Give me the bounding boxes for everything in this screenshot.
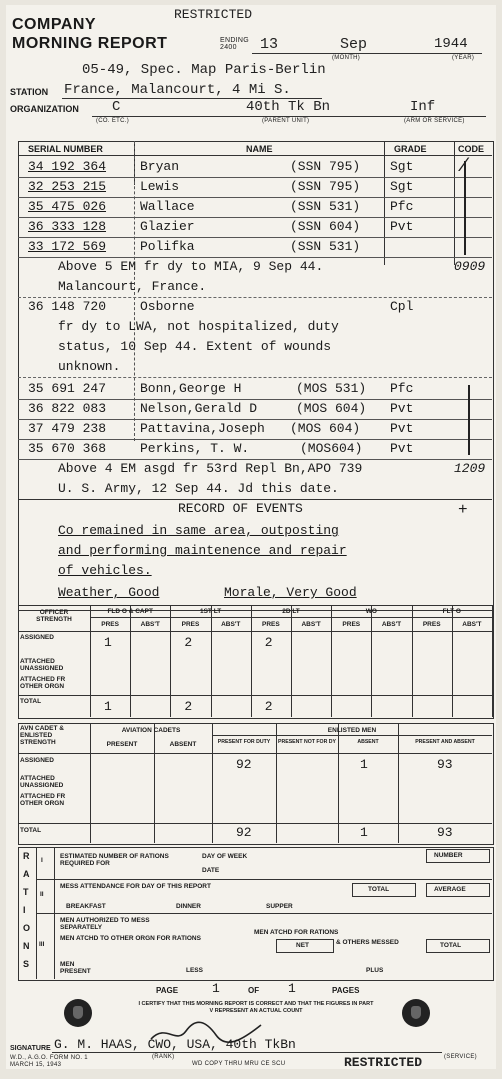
grade-cell: Pvt bbox=[390, 421, 414, 436]
army-seal-left bbox=[64, 999, 92, 1027]
serial-number: 37 479 238 bbox=[28, 421, 107, 436]
org-arm: Inf bbox=[410, 99, 436, 115]
table-row bbox=[18, 197, 492, 218]
col-grade: GRADE bbox=[394, 144, 427, 154]
enlisted-col-header: PRESENT bbox=[106, 741, 138, 748]
officer-sub-header: PRES bbox=[101, 621, 119, 628]
code-check-mark: / bbox=[458, 157, 469, 177]
rations-total-label: TOTAL bbox=[440, 942, 462, 949]
officer-row-label: ATTACHED UNASSIGNED bbox=[20, 658, 64, 672]
officer-sub-header: ABS'T bbox=[462, 621, 482, 628]
remark-2-line-2: U. S. Army, 12 Sep 44. Jd this date. bbox=[58, 481, 339, 496]
report-year: 1944 bbox=[434, 36, 468, 52]
serial-number: 35 670 368 bbox=[28, 441, 107, 456]
grade-cell: Sgt bbox=[390, 179, 414, 194]
bottom-restricted-stamp: RESTRICTED bbox=[344, 1055, 423, 1070]
mos-cell: (MOS 531) bbox=[296, 381, 367, 396]
serial-number: 32 253 215 bbox=[28, 179, 107, 194]
name-cell: Glazier bbox=[140, 219, 195, 234]
officer-sub-header: ABS'T bbox=[140, 621, 160, 628]
officer-sub-header: PRES bbox=[262, 621, 280, 628]
col-serial-number: SERIAL NUMBER bbox=[28, 144, 103, 154]
signature-typed: G. M. HAAS, CWO, USA, 40th TkBn bbox=[54, 1037, 296, 1052]
code-bracket-mark bbox=[468, 385, 480, 455]
osborne-line-3: unknown. bbox=[58, 359, 121, 374]
page-total: 1 bbox=[288, 981, 296, 996]
serial-number: 35 475 026 bbox=[28, 199, 107, 214]
rations-side-letter: S bbox=[23, 959, 30, 969]
mos-cell: (MOS 604) bbox=[296, 401, 367, 416]
grade-cell: Pfc bbox=[390, 381, 414, 396]
events-mark: + bbox=[458, 501, 468, 519]
rations-side-letter: O bbox=[23, 923, 31, 933]
army-seal-right bbox=[402, 999, 430, 1027]
meal-dinner: DINNER bbox=[176, 903, 201, 910]
month-caption: (MONTH) bbox=[332, 55, 361, 61]
meal-supper: SUPPER bbox=[266, 903, 293, 910]
officer-sub-header: ABS'T bbox=[221, 621, 241, 628]
ration-roman-3: III bbox=[39, 941, 45, 948]
enlisted-row-label: ASSIGNED bbox=[20, 757, 54, 764]
ssn-cell: (SSN 604) bbox=[290, 219, 361, 234]
officer-row-label: TOTAL bbox=[20, 698, 42, 705]
officer-group-header: WO bbox=[365, 608, 377, 615]
col-name: NAME bbox=[246, 144, 273, 154]
grid-line bbox=[90, 617, 492, 618]
enlisted-assigned-value: 93 bbox=[437, 757, 453, 772]
org-caption-parent: (PARENT UNIT) bbox=[262, 118, 310, 124]
table-row bbox=[18, 177, 492, 198]
page-number: 1 bbox=[212, 981, 220, 996]
enlisted-col-header: ABSENT bbox=[357, 739, 379, 745]
weather: Weather, Good bbox=[58, 585, 160, 600]
ssn-cell: (SSN 531) bbox=[290, 199, 361, 214]
name-cell: Bonn,George H bbox=[140, 381, 242, 396]
org-company: C bbox=[112, 99, 121, 115]
service-caption: (SERVICE) bbox=[444, 1054, 477, 1060]
rations-side-letter: A bbox=[23, 869, 30, 879]
events-line-2: and performing maintenence and repair bbox=[58, 543, 347, 558]
officer-assigned-value: 2 bbox=[264, 635, 273, 650]
meal-breakfast: BREAKFAST bbox=[66, 903, 106, 910]
officer-total-value: 1 bbox=[104, 699, 112, 714]
enlisted-men-header: ENLISTED MEN bbox=[327, 727, 377, 734]
men-authorized-label: MEN AUTHORIZED TO MESS SEPARATELY bbox=[60, 917, 150, 931]
remark-2-line-1: Above 4 EM asgd fr 53rd Repl Bn,APO 739 bbox=[58, 461, 363, 476]
table-row bbox=[18, 399, 492, 420]
name-cell: Lewis bbox=[140, 179, 180, 194]
serial-number: 33 172 569 bbox=[28, 239, 107, 254]
grade-cell: Pvt bbox=[390, 441, 414, 456]
serial-number: 36 822 083 bbox=[28, 401, 107, 416]
officer-total-value: 2 bbox=[184, 699, 193, 714]
grid-line bbox=[18, 753, 492, 754]
serial-number: 34 192 364 bbox=[28, 159, 107, 174]
rations-side-letter: N bbox=[23, 941, 30, 951]
table-row bbox=[18, 237, 492, 258]
officer-sub-header: ABS'T bbox=[381, 621, 402, 628]
table-row bbox=[18, 439, 492, 460]
serial-number: 35 691 247 bbox=[28, 381, 107, 396]
enlisted-row-label: ATTACHED UNASSIGNED bbox=[20, 775, 64, 789]
officer-strength-label: OFFICER STRENGTH bbox=[36, 609, 72, 623]
report-subtitle: 05-49, Spec. Map Paris-Berlin bbox=[82, 62, 326, 78]
rations-side-letter: T bbox=[23, 887, 29, 897]
top-restricted-stamp: RESTRICTED bbox=[174, 7, 253, 22]
report-month: Sep bbox=[340, 36, 368, 53]
remark-2-code: 1209 bbox=[454, 461, 486, 476]
name-cell: Osborne bbox=[140, 299, 195, 314]
officer-sub-header: PRES bbox=[342, 621, 361, 628]
number-label: NUMBER bbox=[434, 852, 463, 859]
officer-total-value: 2 bbox=[264, 699, 273, 714]
of-label: OF bbox=[248, 986, 260, 995]
name-cell: Bryan bbox=[140, 159, 180, 174]
officer-sub-header: PRES bbox=[422, 621, 441, 628]
men-atchd-for-label: MEN ATCHD FOR RATIONS bbox=[254, 929, 339, 936]
osborne-line-1: fr dy to LWA, not hospitalized, duty bbox=[58, 319, 339, 334]
grade-cell: Sgt bbox=[390, 159, 414, 174]
ssn-cell: (SSN 795) bbox=[290, 179, 361, 194]
plus-label: PLUS bbox=[366, 967, 384, 974]
grade-cell: Pvt bbox=[390, 219, 414, 234]
pages-label: PAGES bbox=[332, 986, 360, 995]
officer-assigned-value: 1 bbox=[104, 635, 112, 650]
remark-1-line-1: Above 5 EM fr dy to MIA, 9 Sep 44. bbox=[58, 259, 324, 274]
day-of-week-label: DAY OF WEEK bbox=[202, 853, 248, 860]
remark-1-line-2: Malancourt, France. bbox=[58, 279, 207, 294]
men-present-label: MEN PRESENT bbox=[60, 961, 91, 975]
record-of-events-heading: RECORD OF EVENTS bbox=[178, 501, 303, 516]
date-label: DATE bbox=[202, 867, 220, 874]
enlisted-row-label: TOTAL bbox=[20, 827, 42, 834]
page-label: PAGE bbox=[156, 986, 179, 995]
name-cell: Wallace bbox=[140, 199, 195, 214]
year-caption: (YEAR) bbox=[452, 55, 475, 61]
osborne-line-2: status, 10 Sep 44. Extent of wounds bbox=[58, 339, 332, 354]
grade-cell: Cpl bbox=[390, 299, 414, 314]
aviation-cadets-header: AVIATION CADETS bbox=[121, 727, 181, 734]
table-row-osborne bbox=[18, 297, 492, 317]
enlisted-assigned-value: 1 bbox=[360, 757, 368, 772]
org-unit: 40th Tk Bn bbox=[246, 99, 331, 115]
mess-total-label: TOTAL bbox=[368, 886, 390, 893]
officer-assigned-value: 2 bbox=[184, 635, 193, 650]
ssn-cell: (SSN 531) bbox=[290, 239, 361, 254]
org-caption-arm: (ARM OR SERVICE) bbox=[404, 118, 465, 124]
events-line-3: of vehicles. bbox=[58, 563, 152, 578]
mess-attendance-label: MESS ATTENDANCE FOR DAY OF THIS REPORT bbox=[60, 883, 211, 890]
wd-copy-label: WD COPY THRU MRU CE SCU bbox=[192, 1061, 286, 1067]
col-code: CODE bbox=[458, 144, 485, 154]
ration-roman-2: II bbox=[40, 891, 44, 898]
rations-required-label: ESTIMATED NUMBER OF RATIONS REQUIRED FOR bbox=[60, 853, 169, 867]
ssn-cell: (SSN 795) bbox=[290, 159, 361, 174]
form-date: MARCH 15, 1943 bbox=[10, 1062, 62, 1068]
serial-number: 36 333 128 bbox=[28, 219, 107, 234]
officer-row-label: ATTACHED FR OTHER ORGN bbox=[20, 676, 66, 690]
organization-label: ORGANIZATION bbox=[10, 104, 79, 114]
enlisted-assigned-value: 92 bbox=[236, 757, 252, 772]
others-messed-label: & OTHERS MESSED bbox=[336, 939, 399, 946]
officer-group-header: 2D LT bbox=[282, 608, 300, 615]
officer-group-header: FLT O bbox=[442, 608, 461, 615]
grid-line bbox=[212, 735, 492, 736]
name-cell: Pattavina,Joseph bbox=[140, 421, 265, 436]
enlisted-col-header: PRESENT FOR DUTY bbox=[217, 739, 271, 745]
officer-row-label: ASSIGNED bbox=[20, 634, 54, 641]
officer-sub-header: PRES bbox=[181, 621, 200, 628]
name-cell: Polifka bbox=[140, 239, 195, 254]
form-id: W.D., A.G.O. FORM NO. 1 bbox=[10, 1055, 88, 1061]
men-atchd-other-label: MEN ATCHD TO OTHER ORGN FOR RATIONS bbox=[60, 935, 201, 942]
report-day: 13 bbox=[260, 36, 279, 53]
rations-side-letter: I bbox=[23, 905, 26, 915]
table-row bbox=[18, 217, 492, 238]
form-title-morning-report: MORNING REPORT bbox=[12, 35, 168, 52]
enlisted-total-value: 92 bbox=[236, 825, 252, 840]
morning-report-page bbox=[6, 5, 496, 1069]
station-value: France, Malancourt, 4 Mi S. bbox=[64, 82, 291, 98]
officer-group-header: FLD O & CAPT bbox=[107, 608, 153, 615]
mos-cell: (MOS 604) bbox=[290, 421, 361, 436]
grid-line bbox=[18, 823, 492, 824]
table-row bbox=[18, 419, 492, 440]
table-row bbox=[18, 379, 492, 400]
remark-1-code: 0909 bbox=[454, 259, 486, 274]
less-label: LESS bbox=[186, 967, 203, 974]
grade-cell: Pfc bbox=[390, 199, 414, 214]
ending-label: ENDING 2400 bbox=[220, 37, 250, 51]
rank-caption: (RANK) bbox=[152, 1054, 175, 1060]
grid-line bbox=[18, 695, 492, 696]
officer-sub-header: ABS'T bbox=[301, 621, 321, 628]
table-row bbox=[18, 157, 492, 178]
enlisted-strength-label: AVN CADET & ENLISTED STRENGTH bbox=[20, 725, 64, 746]
enlisted-row-label: ATTACHED FR OTHER ORGN bbox=[20, 793, 66, 807]
signature-label: SIGNATURE bbox=[10, 1045, 51, 1052]
grid-line bbox=[18, 631, 492, 632]
grid-line bbox=[492, 605, 493, 717]
grade-cell: Pvt bbox=[390, 401, 414, 416]
morale: Morale, Very Good bbox=[224, 585, 357, 600]
net-label: NET bbox=[296, 942, 309, 949]
serial-number: 36 148 720 bbox=[28, 299, 107, 314]
enlisted-col-header: ABSENT bbox=[169, 741, 197, 748]
enlisted-col-header: PRESENT AND ABSENT bbox=[415, 739, 475, 745]
enlisted-total-value: 1 bbox=[360, 825, 368, 840]
events-line-1: Co remained in same area, outposting bbox=[58, 523, 339, 538]
org-caption-co: (CO. ETC.) bbox=[96, 118, 129, 124]
enlisted-total-value: 93 bbox=[437, 825, 453, 840]
name-cell: Nelson,Gerald D bbox=[140, 401, 258, 416]
rations-side-letter: R bbox=[23, 851, 30, 861]
officer-group-header: 1ST LT bbox=[199, 608, 222, 615]
form-title-company: COMPANY bbox=[12, 16, 97, 33]
certification-text: I CERTIFY THAT THIS MORNING REPORT IS CORRECT AND THAT THE FIGURES IN PART V REPRESENT AN ACTUAL COUNT bbox=[138, 1001, 374, 1014]
station-label: STATION bbox=[10, 87, 49, 97]
name-cell: Perkins, T. W. bbox=[140, 441, 250, 456]
average-label: AVERAGE bbox=[434, 886, 466, 893]
ration-roman-1: I bbox=[41, 857, 43, 864]
mos-cell: (MOS604) bbox=[300, 441, 363, 456]
enlisted-col-header: PRESENT NOT FOR DY bbox=[278, 739, 336, 745]
